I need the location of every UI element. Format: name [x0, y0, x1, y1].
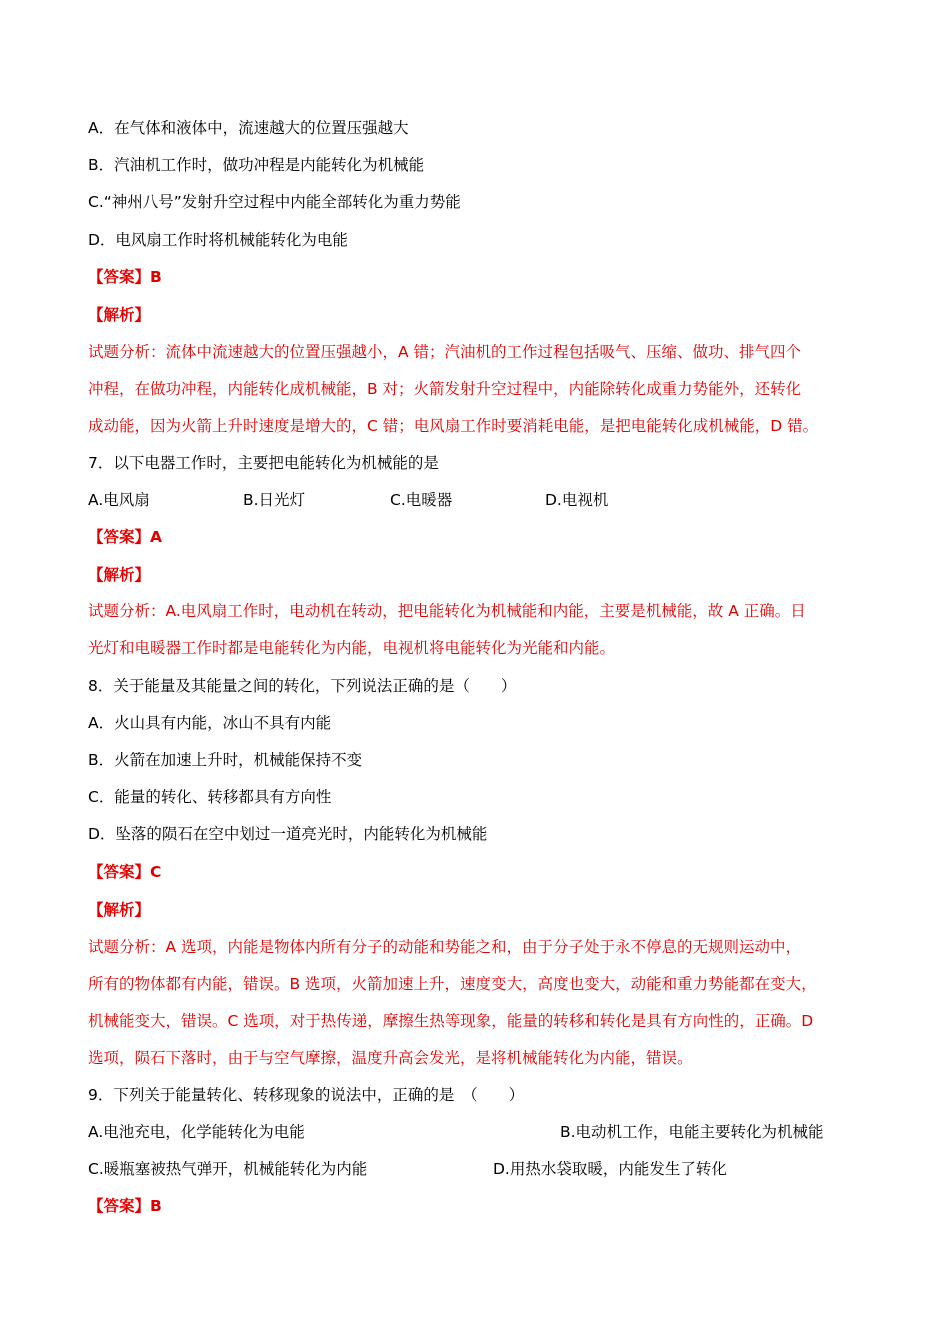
q7-option-c: C.电暖器	[390, 491, 453, 509]
q7-option-a: A.电风扇	[88, 491, 150, 509]
q8-analysis-label: 【解析】	[88, 901, 151, 919]
q7-analysis-line: 光灯和电暖器工作时都是电能转化为内能，电视机将电能转化为光能和内能。	[88, 639, 616, 657]
q6-analysis-line: 冲程，在做功冲程，内能转化成机械能，B 对；火箭发射升空过程中，内能除转化成重力势能外，还转化	[88, 380, 802, 398]
q9-option-d: D.用热水袋取暖，内能发生了转化	[493, 1160, 727, 1178]
q9-option-b: B.电动机工作，电能主要转化为机械能	[560, 1123, 824, 1141]
q7-answer: 【答案】A	[88, 528, 162, 546]
q6-option-c: C.“神州八号”发射升空过程中内能全部转化为重力势能	[88, 193, 461, 211]
q6-answer: 【答案】B	[88, 268, 162, 286]
q9-stem: 9．下列关于能量转化、转移现象的说法中，正确的是 （ ）	[88, 1086, 525, 1104]
q9-option-a: A.电池充电，化学能转化为电能	[88, 1123, 305, 1141]
q6-option-a: A．在气体和液体中，流速越大的位置压强越大	[88, 119, 409, 137]
q7-analysis-label: 【解析】	[88, 566, 151, 584]
q8-option-c: C．能量的转化、转移都具有方向性	[88, 788, 332, 806]
q6-analysis-line: 试题分析：流体中流速越大的位置压强越小，A 错；汽油机的工作过程包括吸气、压缩、做功、排气四个	[88, 343, 802, 361]
q9-answer: 【答案】B	[88, 1197, 162, 1215]
q6-option-d: D．电风扇工作时将机械能转化为电能	[88, 231, 348, 249]
q8-analysis-line: 机械能变大，错误。C 选项，对于热传递，摩擦生热等现象，能量的转移和转化是具有方向性的，正确。D	[88, 1012, 814, 1030]
q6-option-b: B．汽油机工作时，做功冲程是内能转化为机械能	[88, 156, 425, 174]
q8-answer: 【答案】C	[88, 863, 162, 881]
q7-analysis-line: 试题分析：A.电风扇工作时，电动机在转动，把电能转化为机械能和内能，主要是机械能，故 A 正确。日	[88, 602, 806, 620]
q8-stem: 8．关于能量及其能量之间的转化，下列说法正确的是（ ）	[88, 677, 517, 695]
q8-option-d: D．坠落的陨石在空中划过一道亮光时，内能转化为机械能	[88, 825, 488, 843]
q8-analysis-line: 试题分析：A 选项，内能是物体内所有分子的动能和势能之和，由于分子处于永不停息的无规则运动中，	[88, 938, 802, 956]
q9-option-c: C.暖瓶塞被热气弹开，机械能转化为内能	[88, 1160, 368, 1178]
q8-option-a: A．火山具有内能，冰山不具有内能	[88, 714, 332, 732]
q8-option-b: B．火箭在加速上升时，机械能保持不变	[88, 751, 363, 769]
q6-analysis-label: 【解析】	[88, 306, 151, 324]
q6-analysis-line: 成动能，因为火箭上升时速度是增大的，C 错；电风扇工作时要消耗电能，是把电能转化成机械能，D 错。	[88, 417, 819, 435]
q7-option-b: B.日光灯	[243, 491, 306, 509]
q8-analysis-line: 选项，陨石下落时，由于与空气摩擦，温度升高会发光，是将机械能转化为内能，错误。	[88, 1049, 693, 1067]
q8-analysis-line: 所有的物体都有内能，错误。B 选项，火箭加速上升，速度变大，高度也变大，动能和重力势能都在变大，	[88, 975, 817, 993]
q7-option-d: D.电视机	[545, 491, 609, 509]
q7-stem: 7．以下电器工作时，主要把电能转化为机械能的是	[88, 454, 439, 472]
